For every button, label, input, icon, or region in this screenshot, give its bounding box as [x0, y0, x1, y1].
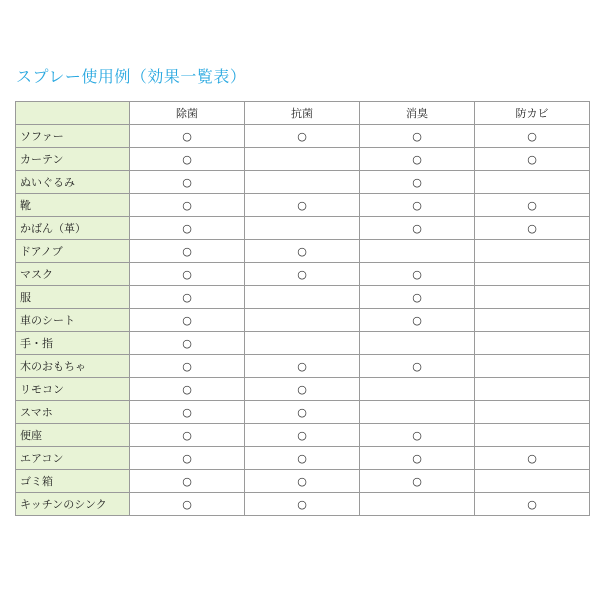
effect-mark-cell: ○ [245, 447, 360, 470]
table-row [16, 332, 590, 355]
table-row [16, 378, 590, 401]
row-item-label: スマホ [16, 401, 130, 424]
effect-mark-cell: ○ [130, 240, 245, 263]
column-header-sterilization: 除菌 [130, 102, 245, 125]
effects-table [15, 101, 590, 516]
empty-cell [360, 332, 475, 355]
table-row [16, 493, 590, 516]
empty-cell [475, 240, 590, 263]
effect-mark-cell: ○ [245, 194, 360, 217]
effect-mark-cell: ○ [475, 148, 590, 171]
table-row [16, 217, 590, 240]
corner-cell [16, 102, 130, 125]
empty-cell [475, 171, 590, 194]
row-item-label: マスク [16, 263, 130, 286]
empty-cell [245, 171, 360, 194]
effect-mark-cell: ○ [245, 470, 360, 493]
row-item-label: 手・指 [16, 332, 130, 355]
empty-cell [360, 240, 475, 263]
effect-mark-cell: ○ [130, 125, 245, 148]
effect-mark-cell: ○ [245, 401, 360, 424]
effect-mark-cell: ○ [130, 309, 245, 332]
empty-cell [360, 401, 475, 424]
effect-mark-cell: ○ [360, 217, 475, 240]
empty-cell [245, 332, 360, 355]
column-header-deodorizing: 消臭 [360, 102, 475, 125]
row-item-label: 木のおもちゃ [16, 355, 130, 378]
effect-mark-cell: ○ [130, 263, 245, 286]
effect-mark-cell: ○ [475, 447, 590, 470]
effect-mark-cell: ○ [360, 194, 475, 217]
effect-mark-cell: ○ [130, 355, 245, 378]
table-body [16, 125, 590, 516]
table-row [16, 355, 590, 378]
effect-mark-cell: ○ [130, 447, 245, 470]
table-row [16, 401, 590, 424]
column-header-antibacterial: 抗菌 [245, 102, 360, 125]
empty-cell [475, 424, 590, 447]
effect-mark-cell: ○ [130, 378, 245, 401]
table-row [16, 240, 590, 263]
empty-cell [475, 263, 590, 286]
effect-mark-cell: ○ [130, 194, 245, 217]
empty-cell [475, 355, 590, 378]
table-row [16, 309, 590, 332]
column-header-antimold: 防カビ [475, 102, 590, 125]
effect-mark-cell: ○ [360, 286, 475, 309]
empty-cell [245, 309, 360, 332]
row-item-label: ゴミ箱 [16, 470, 130, 493]
table-row [16, 424, 590, 447]
effect-mark-cell: ○ [360, 148, 475, 171]
effect-mark-cell: ○ [475, 493, 590, 516]
empty-cell [360, 493, 475, 516]
effect-mark-cell: ○ [130, 493, 245, 516]
row-item-label: かばん（革） [16, 217, 130, 240]
table-row [16, 470, 590, 493]
effect-mark-cell: ○ [475, 194, 590, 217]
empty-cell [475, 378, 590, 401]
table-row [16, 447, 590, 470]
empty-cell [245, 217, 360, 240]
effect-mark-cell: ○ [130, 424, 245, 447]
empty-cell [475, 401, 590, 424]
effect-mark-cell: ○ [245, 355, 360, 378]
effect-mark-cell: ○ [245, 125, 360, 148]
effect-mark-cell: ○ [130, 401, 245, 424]
effect-mark-cell: ○ [130, 332, 245, 355]
row-item-label: ぬいぐるみ [16, 171, 130, 194]
effect-mark-cell: ○ [360, 263, 475, 286]
effect-mark-cell: ○ [245, 240, 360, 263]
empty-cell [245, 286, 360, 309]
empty-cell [245, 148, 360, 171]
table-row [16, 263, 590, 286]
row-item-label: エアコン [16, 447, 130, 470]
effect-mark-cell: ○ [360, 355, 475, 378]
effect-mark-cell: ○ [360, 309, 475, 332]
effect-mark-cell: ○ [130, 217, 245, 240]
effect-mark-cell: ○ [360, 424, 475, 447]
effect-mark-cell: ○ [475, 125, 590, 148]
effect-mark-cell: ○ [360, 470, 475, 493]
effect-mark-cell: ○ [245, 493, 360, 516]
row-item-label: キッチンのシンク [16, 493, 130, 516]
effect-mark-cell: ○ [245, 424, 360, 447]
effect-mark-cell: ○ [130, 470, 245, 493]
row-item-label: カーテン [16, 148, 130, 171]
effect-mark-cell: ○ [245, 378, 360, 401]
effect-mark-cell: ○ [130, 171, 245, 194]
effect-mark-cell: ○ [360, 125, 475, 148]
table-row [16, 286, 590, 309]
empty-cell [475, 332, 590, 355]
empty-cell [360, 378, 475, 401]
effect-mark-cell: ○ [130, 148, 245, 171]
row-item-label: 服 [16, 286, 130, 309]
row-item-label: ドアノブ [16, 240, 130, 263]
empty-cell [475, 309, 590, 332]
effect-mark-cell: ○ [475, 217, 590, 240]
table-row [16, 171, 590, 194]
table-row [16, 125, 590, 148]
row-item-label: ソファー [16, 125, 130, 148]
row-item-label: リモコン [16, 378, 130, 401]
row-item-label: 車のシート [16, 309, 130, 332]
row-item-label: 靴 [16, 194, 130, 217]
table-row [16, 194, 590, 217]
table-header-row [16, 102, 590, 125]
effect-mark-cell: ○ [245, 263, 360, 286]
effect-mark-cell: ○ [130, 286, 245, 309]
table-row [16, 148, 590, 171]
page-title: スプレー使用例（効果一覧表） [16, 67, 247, 86]
effect-mark-cell: ○ [360, 447, 475, 470]
empty-cell [475, 286, 590, 309]
effect-mark-cell: ○ [360, 171, 475, 194]
row-item-label: 便座 [16, 424, 130, 447]
empty-cell [475, 470, 590, 493]
